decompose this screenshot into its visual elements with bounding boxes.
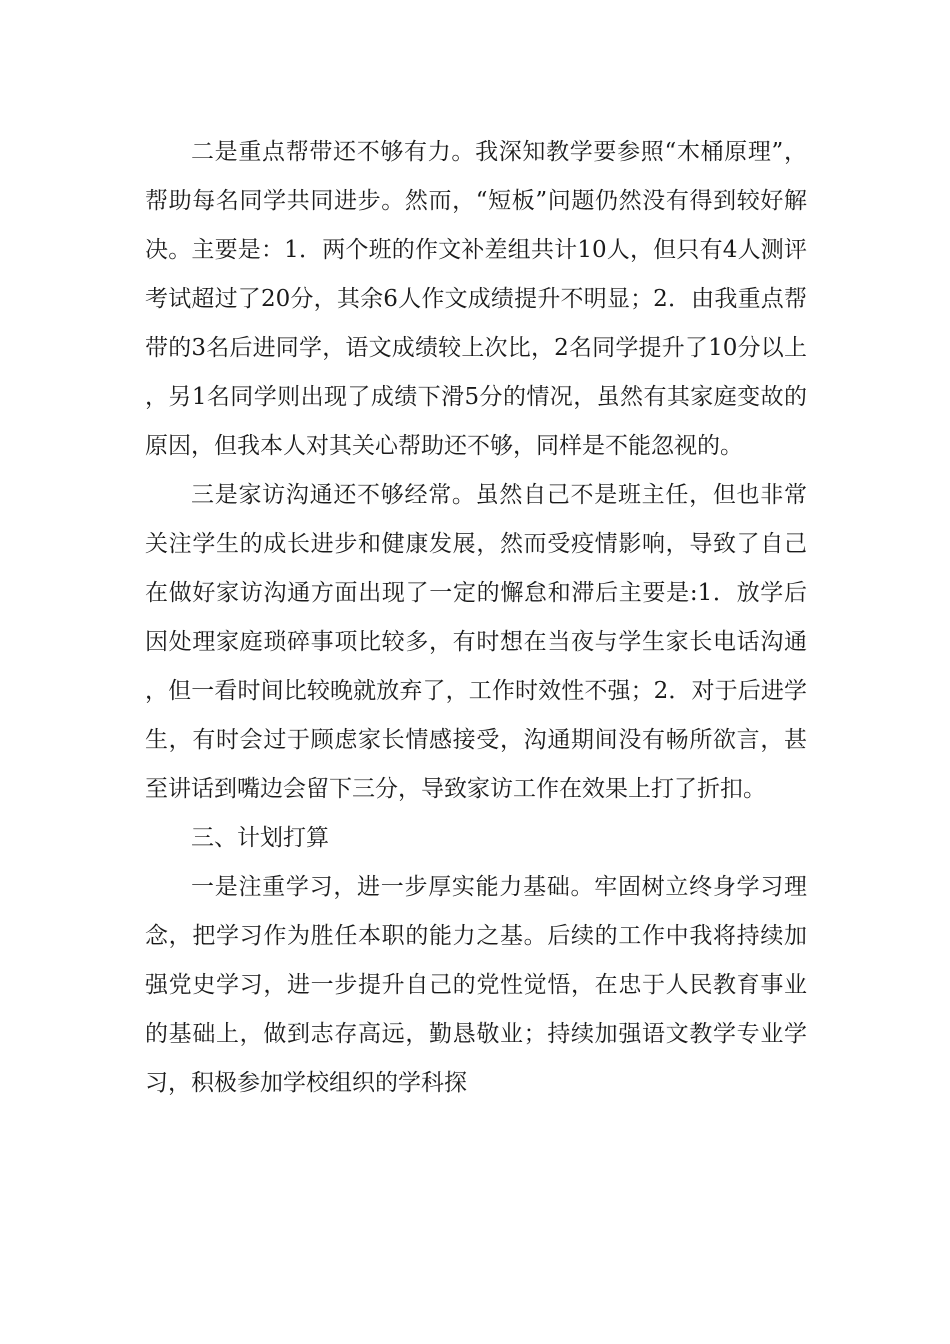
paragraph-key-help: 二是重点帮带还不够有力。我深知教学要参照“木桶原理”，帮助每名同学共同进步。然而，“短板”问题仍然没有得到较好解决。主要是：1．两个班的作文补差组共计10人，但只有4人测评考试超过了20分，其余6人作文成绩提升不明显；2．由我重点帮带的3名后进同学，语文成绩较上次比，2名同学提升了10分以上，另1名同学则出现了成绩下滑5分的情况，虽然有其家庭变故的原因，但我本人对其关心帮助还不够，同样是不能忽视的。 — [145, 139, 807, 459]
document-body — [145, 128, 807, 1108]
paragraph-home-visits: 三是家访沟通还不够经常。虽然自己不是班主任，但也非常关注学生的成长进步和健康发展，然而受疫情影响，导致了自己在做好家访沟通方面出现了一定的懈怠和滞后主要是:1．放学后因处理家庭琐碎事项比较多，有时想在当夜与学生家长电话沟通，但一看时间比较晚就放弃了，工作时效性不强；2．对于后进学生，有时会过于顾虑家长情感接受，沟通期间没有畅所欲言，甚至讲话到嘴边会留下三分，导致家访工作在效果上打了折扣。 — [145, 482, 807, 802]
section-heading-plans: 三、计划打算 — [191, 825, 329, 851]
paragraph-study-focus: 一是注重学习，进一步厚实能力基础。牢固树立终身学习理念，把学习作为胜任本职的能力之基。后续的工作中我将持续加强党史学习，进一步提升自己的党性觉悟，在忠于人民教育事业的基础上，做到志存高远，勤恳敬业；持续加强语文教学专业学习，积极参加学校组织的学科探 — [145, 874, 807, 1096]
